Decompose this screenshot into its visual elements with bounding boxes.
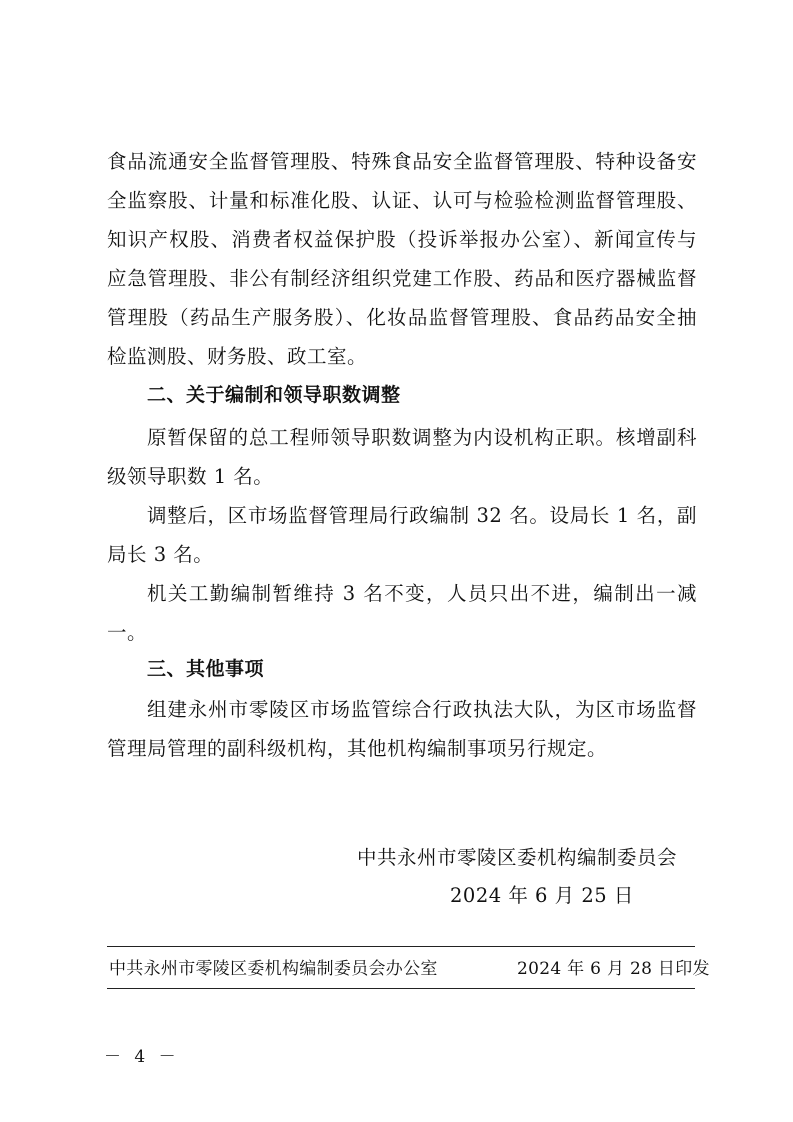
section3-paragraph-1: 组建永州市零陵区市场监管综合行政执法大队，为区市场监督管理局管理的副科级机构，其他机构编制事项另行规定。: [107, 698, 697, 760]
footer-bottom-rule: [107, 988, 695, 989]
section3-heading: 三、其他事项: [147, 658, 265, 680]
section2-paragraph-2: 调整后，区市场监督管理局行政编制 32 名。设局长 1 名，副局长 3 名。: [107, 504, 697, 566]
footer-print-date: 2024 年 6 月 28 日印发: [517, 959, 710, 979]
page-number: － 4 －: [104, 1047, 180, 1067]
section2-paragraph-1: 原暂保留的总工程师领导职数调整为内设机构正职。核增副科级领导职数 1 名。: [107, 426, 697, 488]
signature-date: 2024 年 6 月 25 日: [450, 884, 634, 907]
section2-heading: 二、关于编制和领导职数调整: [147, 384, 401, 406]
intro-paragraph: 食品流通安全监督管理股、特殊食品安全监督管理股、特种设备安全监察股、计量和标准化股、认证、认可与检验检测监督管理股、知识产权股、消费者权益保护股（投诉举报办公室）、新闻宣传与应急管理股、非公有制经济组织党建工作股、药品和医疗器械监督管理股（药品生产服务股）、化妆品监督管理股、食品药品安全抽检监测股、财务股、政工室。: [107, 150, 697, 368]
section2-paragraph-3: 机关工勤编制暂维持 3 名不变，人员只出不进，编制出一减一。: [107, 582, 697, 644]
footer-top-rule: [107, 946, 695, 947]
footer-office: 中共永州市零陵区委机构编制委员会办公室: [109, 959, 438, 979]
signature-issuer: 中共永州市零陵区委机构编制委员会: [357, 846, 678, 869]
